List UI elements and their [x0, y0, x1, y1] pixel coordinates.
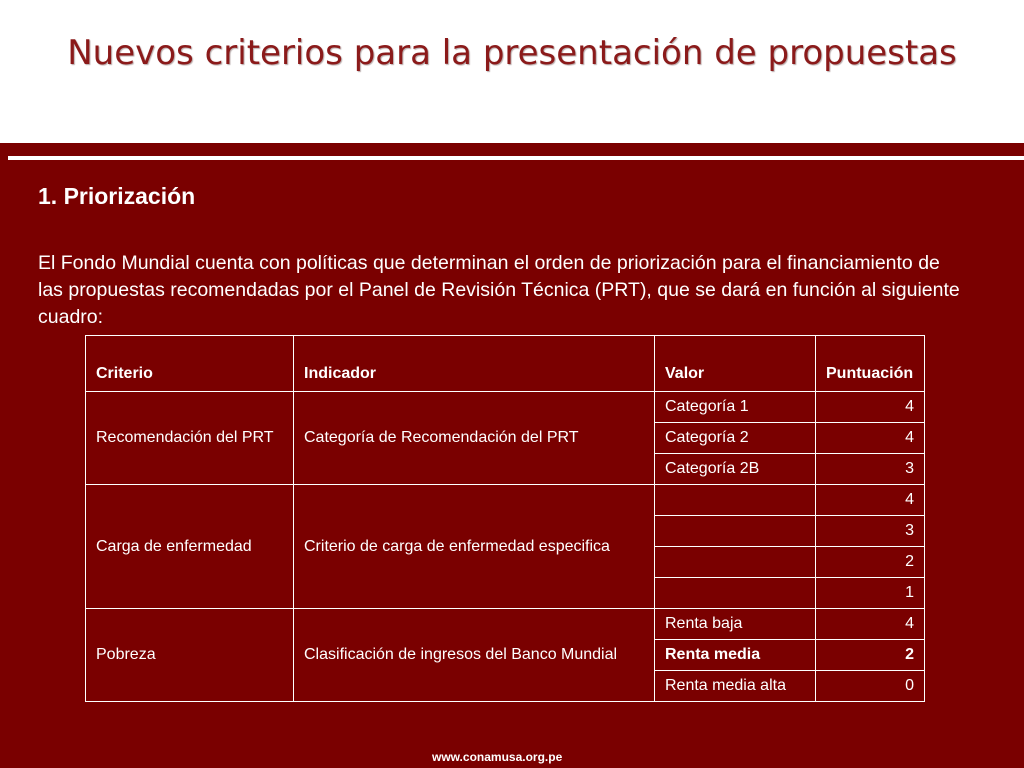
valor-cell: Renta baja	[655, 609, 816, 640]
valor-cell	[655, 516, 816, 547]
header-valor: Valor	[655, 336, 816, 392]
table-row	[86, 392, 925, 423]
footer-url: www.conamusa.org.pe	[432, 750, 563, 764]
table-header-row	[86, 336, 925, 392]
valor-cell: Renta media	[655, 640, 816, 671]
table-row	[86, 485, 925, 516]
table-row	[86, 609, 925, 640]
header-puntuacion: Puntuación	[816, 336, 925, 392]
indicador-cell: Categoría de Recomendación del PRT	[294, 392, 655, 485]
section-heading: 1. Priorización	[38, 183, 196, 209]
divider-stripe	[8, 156, 1024, 160]
header-criterio: Criterio	[86, 336, 294, 392]
puntuacion-cell: 2	[816, 547, 925, 578]
valor-cell	[655, 485, 816, 516]
valor-cell: Categoría 1	[655, 392, 816, 423]
criteria-table	[85, 335, 925, 702]
valor-cell: Renta media alta	[655, 671, 816, 702]
puntuacion-cell: 4	[816, 609, 925, 640]
valor-cell: Categoría 2B	[655, 454, 816, 485]
intro-paragraph: El Fondo Mundial cuenta con políticas que determinan el orden de priorización para el financiamiento de las propuestas recomendadas por el Panel de Revisión Técnica (PRT), que se dará en función al siguiente cuadro:	[38, 252, 960, 328]
criterio-cell: Pobreza	[86, 609, 294, 702]
puntuacion-cell: 2	[816, 640, 925, 671]
puntuacion-cell: 4	[816, 423, 925, 454]
criterio-cell: Carga de enfermedad	[86, 485, 294, 609]
puntuacion-cell: 4	[816, 485, 925, 516]
puntuacion-cell: 1	[816, 578, 925, 609]
valor-cell	[655, 547, 816, 578]
puntuacion-cell: 0	[816, 671, 925, 702]
puntuacion-cell: 3	[816, 454, 925, 485]
valor-cell: Categoría 2	[655, 423, 816, 454]
header-indicador: Indicador	[294, 336, 655, 392]
indicador-cell: Clasificación de ingresos del Banco Mundial	[294, 609, 655, 702]
criterio-cell: Recomendación del PRT	[86, 392, 294, 485]
valor-cell	[655, 578, 816, 609]
puntuacion-cell: 3	[816, 516, 925, 547]
slide-title: Nuevos criterios para la presentación de propuestas	[67, 33, 957, 73]
indicador-cell: Criterio de carga de enfermedad especifica	[294, 485, 655, 609]
header-band	[0, 143, 1024, 156]
puntuacion-cell: 4	[816, 392, 925, 423]
